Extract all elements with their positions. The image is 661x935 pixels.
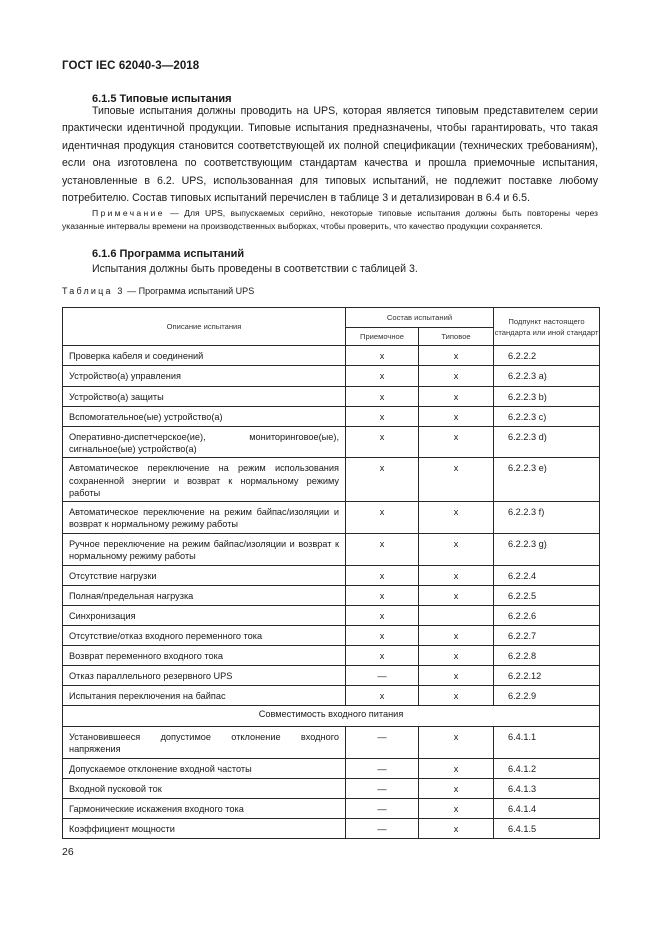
section-6-1-5-title: 6.1.5 Типовые испытания: [92, 93, 232, 105]
table-caption: [62, 286, 254, 296]
test-program-table: [62, 307, 600, 839]
acceptance-mark: x: [346, 346, 419, 366]
acceptance-mark: x: [346, 458, 419, 502]
test-description: Установившееся допустимое отклонение входного напряжения: [63, 727, 346, 759]
clause-ref: 6.2.2.3 a): [494, 366, 600, 387]
table-row: [63, 819, 600, 839]
acceptance-mark: x: [346, 566, 419, 586]
clause-ref: 6.2.2.4: [494, 566, 600, 586]
clause-ref: 6.2.2.12: [494, 666, 600, 686]
clause-ref: 6.2.2.8: [494, 646, 600, 666]
clause-ref: 6.2.2.3 g): [494, 534, 600, 566]
acceptance-mark: x: [346, 534, 419, 566]
table-row: [63, 759, 600, 779]
type-mark: x: [419, 686, 494, 706]
test-description: Синхронизация: [63, 606, 346, 626]
group-title: Совместимость входного питания: [63, 706, 600, 727]
acceptance-mark: x: [346, 686, 419, 706]
header-description: Описание испытания: [63, 308, 346, 346]
note-text: — Для UPS, выпускаемых серийно, некоторые типовые испытания должны быть повторены через указанные интервалы времени на производственных выборках, чтобы проверить, что качество продукции сохраняется.: [62, 208, 598, 231]
type-mark: [419, 606, 494, 626]
acceptance-mark: x: [346, 606, 419, 626]
clause-ref: 6.2.2.3 e): [494, 458, 600, 502]
type-mark: x: [419, 427, 494, 458]
clause-ref: 6.2.2.3 d): [494, 427, 600, 458]
clause-ref: 6.4.1.5: [494, 819, 600, 839]
acceptance-mark: —: [346, 666, 419, 686]
acceptance-mark: —: [346, 819, 419, 839]
table-row: [63, 458, 600, 502]
test-description: Отказ параллельного резервного UPS: [63, 666, 346, 686]
test-description: Отсутствие нагрузки: [63, 566, 346, 586]
acceptance-mark: x: [346, 646, 419, 666]
acceptance-mark: —: [346, 799, 419, 819]
test-description: Отсутствие/отказ входного переменного тока: [63, 626, 346, 646]
acceptance-mark: x: [346, 427, 419, 458]
clause-ref: 6.2.2.5: [494, 586, 600, 606]
acceptance-mark: x: [346, 366, 419, 387]
table-row: [63, 646, 600, 666]
acceptance-mark: x: [346, 407, 419, 427]
group-row: [63, 706, 600, 727]
clause-ref: 6.2.2.3 b): [494, 387, 600, 407]
type-mark: x: [419, 819, 494, 839]
acceptance-mark: —: [346, 727, 419, 759]
clause-ref: 6.4.1.4: [494, 799, 600, 819]
type-mark: x: [419, 779, 494, 799]
test-description: Устройство(а) управления: [63, 366, 346, 387]
header-clause: Подпункт настоящего стандарта или иной стандарт: [494, 308, 600, 346]
test-description: Автоматическое переключение на режим использования сохраненной энергии и возврат к нормальному режиму работы: [63, 458, 346, 502]
test-description: Полная/предельная нагрузка: [63, 586, 346, 606]
table-row: [63, 606, 600, 626]
clause-ref: 6.2.2.7: [494, 626, 600, 646]
table-row: [63, 387, 600, 407]
table-row: [63, 799, 600, 819]
clause-ref: 6.4.1.3: [494, 779, 600, 799]
header-composition: Состав испытаний: [346, 308, 494, 328]
table-row: [63, 427, 600, 458]
note: [62, 207, 598, 233]
type-mark: x: [419, 407, 494, 427]
type-mark: x: [419, 534, 494, 566]
table-row: [63, 534, 600, 566]
type-mark: x: [419, 366, 494, 387]
acceptance-mark: —: [346, 759, 419, 779]
page-number: 26: [62, 846, 74, 858]
test-description: Автоматическое переключение на режим байпас/изоляции и возврат к нормальному режиму работы: [63, 502, 346, 534]
table-row: [63, 586, 600, 606]
table-row: [63, 346, 600, 366]
clause-ref: 6.2.2.3 c): [494, 407, 600, 427]
type-mark: x: [419, 387, 494, 407]
type-mark: x: [419, 646, 494, 666]
type-mark: x: [419, 666, 494, 686]
table-row: [63, 727, 600, 759]
type-mark: x: [419, 346, 494, 366]
note-label: Примечание: [92, 208, 165, 218]
clause-ref: 6.2.2.9: [494, 686, 600, 706]
acceptance-mark: x: [346, 502, 419, 534]
test-description: Вспомогательное(ые) устройство(а): [63, 407, 346, 427]
acceptance-mark: x: [346, 586, 419, 606]
type-mark: x: [419, 626, 494, 646]
table-row: [63, 366, 600, 387]
table-row: [63, 666, 600, 686]
clause-ref: 6.4.1.1: [494, 727, 600, 759]
clause-ref: 6.2.2.3 f): [494, 502, 600, 534]
test-description: Гармонические искажения входного тока: [63, 799, 346, 819]
type-mark: x: [419, 727, 494, 759]
type-mark: x: [419, 502, 494, 534]
header-type: Типовое: [419, 328, 494, 346]
test-description: Устройство(а) защиты: [63, 387, 346, 407]
table-caption-text: — Программа испытаний UPS: [124, 286, 255, 296]
header-acceptance: Приемочное: [346, 328, 419, 346]
type-mark: x: [419, 586, 494, 606]
test-description: Испытания переключения на байпас: [63, 686, 346, 706]
acceptance-mark: —: [346, 779, 419, 799]
section-6-1-5-paragraph: Типовые испытания должны проводить на UPS, которая является типовым представителем серии практически идентичной продукции. Типовые испытания предназначены, чтобы гарантировать, что такая идентичная продукция становится соответствующей их полной спецификации (технических требованиям), если она изготовлена по соответствующим стандартам качества и прошла приемочные испытания, установленные в 6.2. UPS, использованная для типовых испытаний, не подлежит поставке любому потребителю. Состав типовых испытаний перечислен в таблице 3 и детализирован в 6.4 и 6.5.: [62, 105, 598, 205]
type-mark: x: [419, 566, 494, 586]
acceptance-mark: x: [346, 626, 419, 646]
table-row: [63, 502, 600, 534]
test-description: Входной пусковой ток: [63, 779, 346, 799]
test-description: Допускаемое отклонение входной частоты: [63, 759, 346, 779]
type-mark: x: [419, 458, 494, 502]
document-header: ГОСТ IEC 62040-3—2018: [62, 60, 200, 72]
type-mark: x: [419, 799, 494, 819]
clause-ref: 6.4.1.2: [494, 759, 600, 779]
test-description: Проверка кабеля и соединений: [63, 346, 346, 366]
test-description: Возврат переменного входного тока: [63, 646, 346, 666]
type-mark: x: [419, 759, 494, 779]
table-row: [63, 686, 600, 706]
clause-ref: 6.2.2.2: [494, 346, 600, 366]
section-6-1-6-line: Испытания должны быть проведены в соответствии с таблицей 3.: [92, 263, 418, 275]
test-description: Коэффициент мощности: [63, 819, 346, 839]
table-row: [63, 407, 600, 427]
section-6-1-6-title: 6.1.6 Программа испытаний: [92, 248, 245, 260]
table-row: [63, 779, 600, 799]
acceptance-mark: x: [346, 387, 419, 407]
clause-ref: 6.2.2.6: [494, 606, 600, 626]
test-description: Ручное переключение на режим байпас/изоляции и возврат к нормальному режиму работы: [63, 534, 346, 566]
table-row: [63, 626, 600, 646]
test-description: Оперативно-диспетчерское(ие), мониторинговое(ые), сигнальное(ые) устройство(а): [63, 427, 346, 458]
table-row: [63, 566, 600, 586]
table-caption-label: Таблица 3: [62, 286, 125, 296]
